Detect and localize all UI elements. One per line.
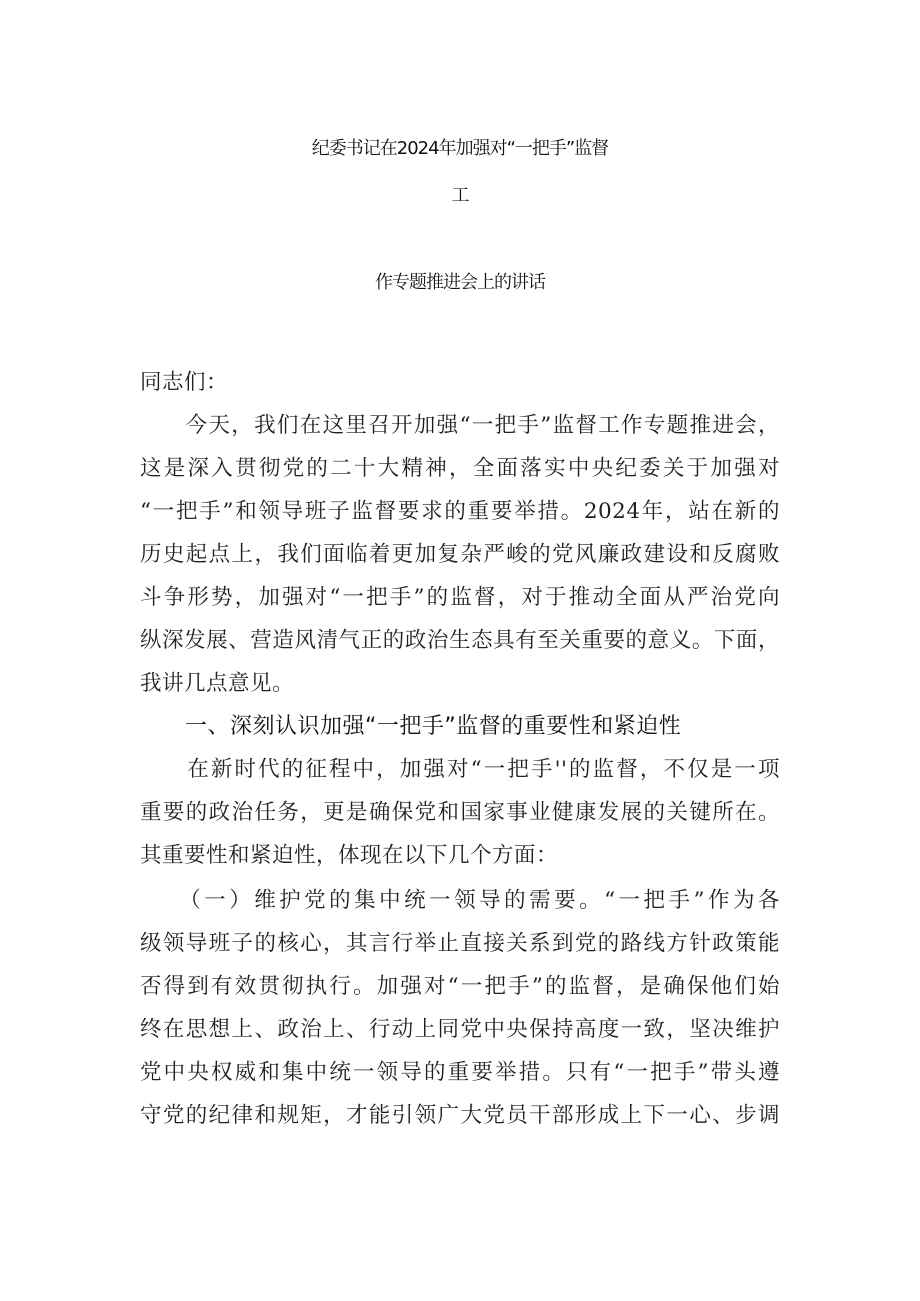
title-line-2: 工 — [451, 185, 469, 206]
paragraph-line: 纵深发展、营造风清气正的政治生态具有至关重要的意义。下面， — [140, 628, 780, 653]
paragraph-line: （一）维护党的集中统一领导的需要。“一把手”作为各 — [140, 888, 780, 913]
section-heading: 一、深刻认识加强“一把手”监督的重要性和紧迫性 — [140, 714, 682, 739]
paragraph-line: 其重要性和紧迫性，体现在以下几个方面： — [140, 843, 559, 868]
paragraph-line: 斗争形势，加强对“一把手”的监督，对于推动全面从严治党向 — [140, 585, 780, 610]
paragraph-line: 级领导班子的核心，其言行举止直接关系到党的路线方针政策能 — [140, 931, 780, 956]
paragraph-line: 守党的纪律和规矩，才能引领广大党员干部形成上下一心、步调 — [140, 1103, 780, 1128]
paragraph-line: 我讲几点意见。 — [140, 671, 295, 696]
paragraph-line: 重要的政治任务，更是确保党和国家事业健康发展的关键所在。 — [140, 800, 780, 825]
paragraph-line: 终在思想上、政治上、行动上同党中央保持高度一致，坚决维护 — [140, 1017, 780, 1042]
paragraph-line: 今天，我们在这里召开加强“一把手”监督工作专题推进会， — [140, 413, 780, 438]
paragraph-line: 否得到有效贯彻执行。加强对“一把手”的监督，是确保他们始 — [140, 974, 780, 999]
paragraph-line: 这是深入贯彻党的二十大精神，全面落实中央纪委关于加强对 — [140, 456, 780, 481]
paragraph-line: 党中央权威和集中统一领导的重要举措。只有“一把手”带头遵 — [140, 1060, 780, 1085]
paragraph-line: 历史起点上，我们面临着更加复杂严峻的党风廉政建设和反腐败 — [140, 542, 780, 567]
paragraph-line: “一把手”和领导班子监督要求的重要举措。2024年，站在新的 — [140, 499, 780, 524]
title-line-1: 纪委书记在2024年加强对“一把手”监督 — [311, 138, 609, 159]
title-line-3: 作专题推进会上的讲话 — [375, 272, 545, 293]
salutation: 同志们： — [140, 370, 229, 395]
paragraph-line: 在新时代的征程中，加强对“一把手''的监督，不仅是一项 — [140, 757, 780, 782]
